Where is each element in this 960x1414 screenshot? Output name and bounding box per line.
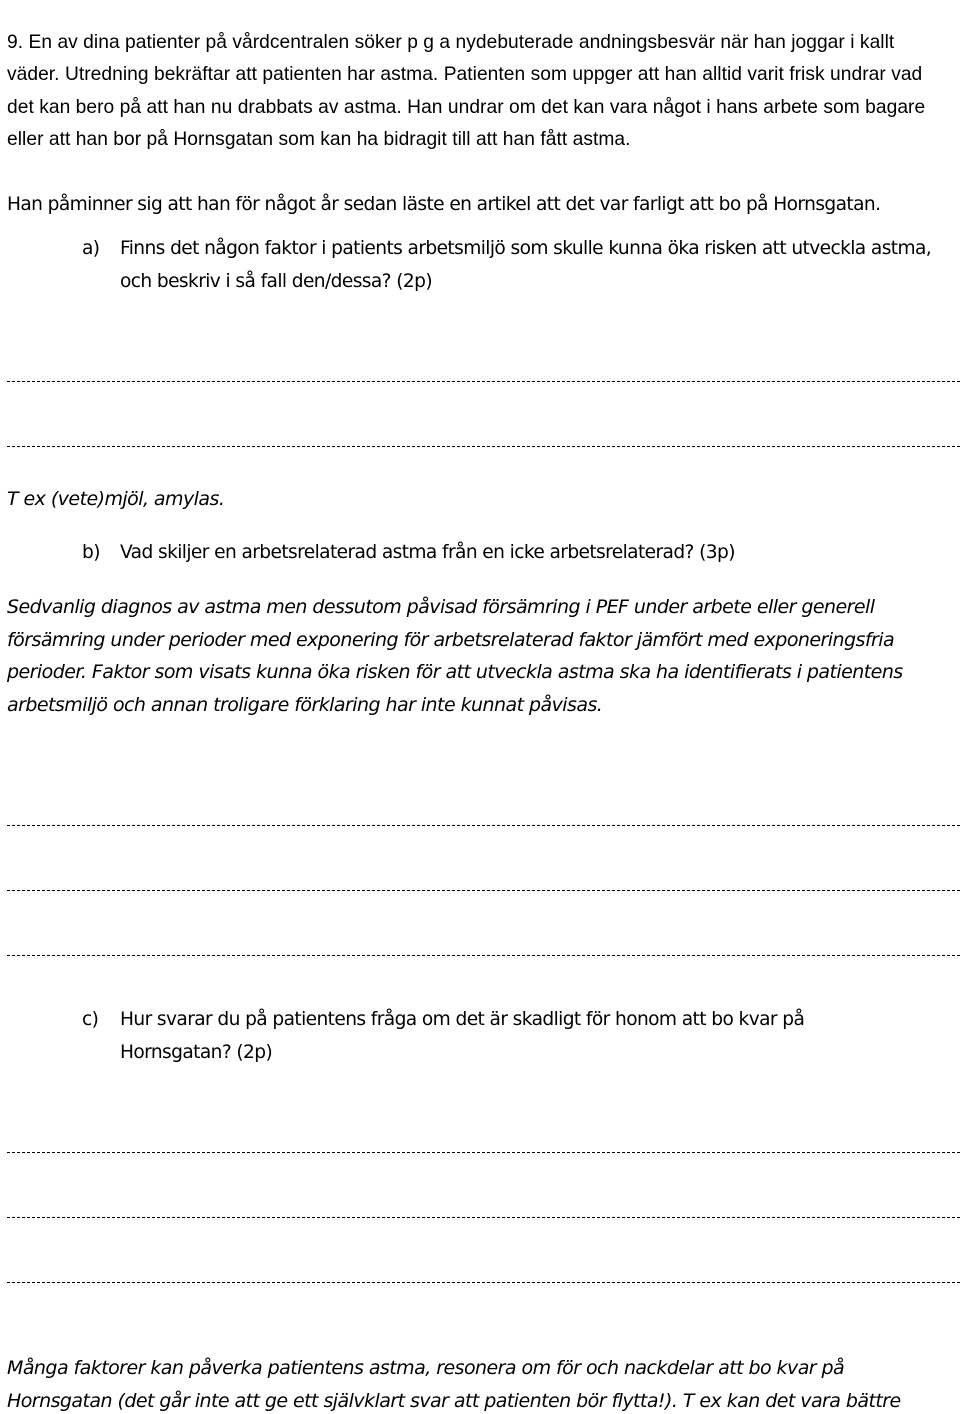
- answer-a: T ex (vete)mjöl, amylas.: [7, 488, 225, 510]
- case-intro-part2: Han påminner sig att han för något år sedan läste en artikel att det var farligt att bo på Hornsgatan.: [7, 194, 881, 215]
- answer-line: [7, 890, 960, 891]
- answer-line: [7, 1217, 960, 1218]
- case-intro-text: [7, 27, 947, 157]
- case-intro: [7, 0, 952, 254]
- answer-line: [7, 1282, 960, 1283]
- question-b-text: Vad skiljer en arbetsrelaterad astma från en icke arbetsrelaterad? (3p): [120, 542, 735, 563]
- case-intro-part1: En av dina patienter på vårdcentralen söker p g a nydebuterade andningsbesvär när han joggar i kallt väder. Utredning bekräftar att patienten har astma. Patienten som uppger att han alltid varit frisk undrar vad det kan bero på att han nu drabbats av astma. Han undrar om det kan vara något i hans arbete som bagare eller att han bor på Hornsgatan som kan ha bidragit till att han fått astma.: [7, 31, 926, 150]
- question-b: [82, 537, 942, 570]
- answer-line: [7, 381, 960, 382]
- question-b-label: b): [82, 542, 100, 563]
- answer-c: Många faktorer kan påverka patientens astma, resonera om för och nackdelar att bo kvar på Hornsgatan (det går inte att ge ett självklart svar att patienten bör flytta!). T ex kan det vara bättre: [7, 1357, 901, 1412]
- answer-b: Sedvanlig diagnos av astma men dessutom påvisad försämring i PEF under arbete eller generell försämring under perioder med exponering för arbetsrelaterad faktor jämfört med exponeringsfria perioder. Faktor som visats kunna öka risken för att utveckla astma ska ha identifierats i patientens arbetsmiljö och annan troligare förklaring har inte kunnat påvisas.: [7, 596, 903, 716]
- question-a-label: a): [82, 238, 100, 259]
- answer-line: [7, 955, 960, 956]
- question-c: [82, 1004, 882, 1069]
- question-a-text: Finns det någon faktor i patients arbetsmiljö som skulle kunna öka risken att utveckla astma, och beskriv i så fall den/dessa? (2p): [120, 238, 932, 292]
- question-c-label: c): [82, 1009, 99, 1030]
- question-c-text: Hur svarar du på patientens fråga om det är skadligt för honom att bo kvar på Hornsgatan? (2p): [120, 1009, 805, 1063]
- answer-line: [7, 1152, 960, 1153]
- question-a: [82, 233, 942, 298]
- answer-line: [7, 446, 960, 447]
- answer-line: [7, 825, 960, 826]
- question-number: 9.: [7, 31, 24, 53]
